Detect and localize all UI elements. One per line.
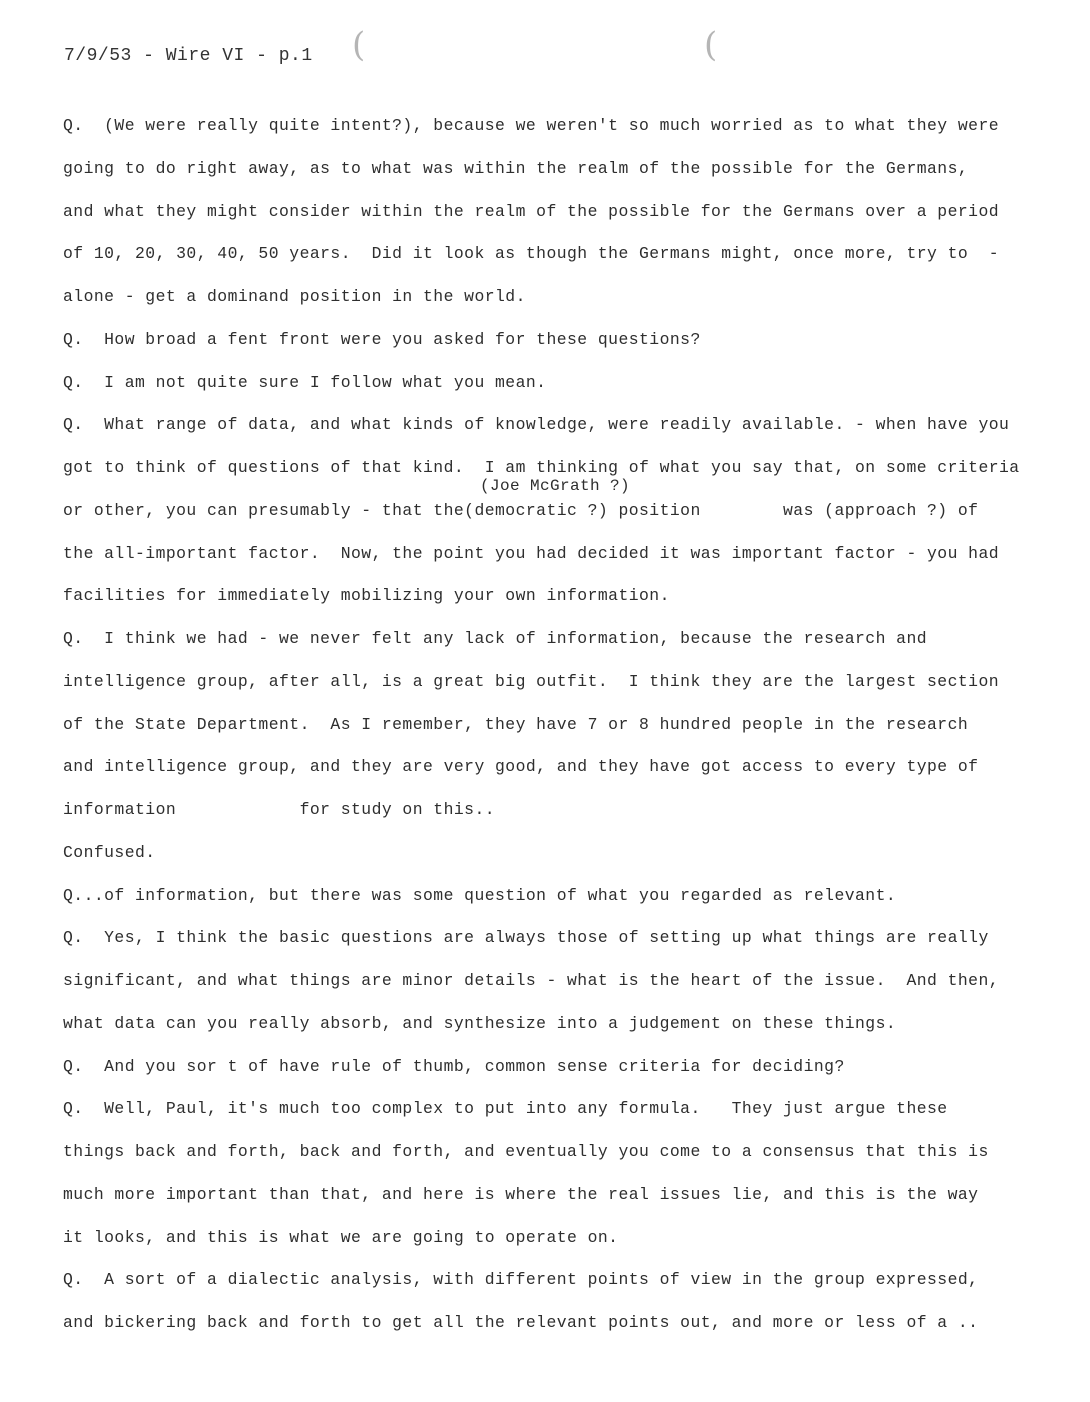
margin-mark: ( bbox=[704, 25, 718, 65]
text-line: much more important than that, and here is where the real issues lie, and this is the way bbox=[63, 1184, 979, 1204]
text-line: Q. A sort of a dialectic analysis, with different points of view in the group expressed, bbox=[63, 1270, 979, 1290]
text-line: Q. Yes, I think the basic questions are always those of setting up what things are really bbox=[63, 928, 989, 948]
interlinear-note: (Joe McGrath ?) bbox=[480, 477, 631, 495]
text-line: of 10, 20, 30, 40, 50 years. Did it look as though the Germans might, once more, try to - bbox=[63, 244, 1000, 264]
text-line: significant, and what things are minor details - what is the heart of the issue. And then, bbox=[63, 971, 1000, 990]
page-header: 7/9/53 - Wire VI - p.1 bbox=[64, 46, 313, 66]
text-line: things back and forth, back and forth, and eventually you come to a consensus that this is bbox=[63, 1142, 989, 1161]
text-line: Q. What range of data, and what kinds of knowledge, were readily available. - when have you bbox=[63, 415, 1010, 435]
text-line: Q. Well, Paul, it's much too complex to put into any formula. They just argue these bbox=[63, 1099, 948, 1119]
text-line: Q...of information, but there was some question of what you regarded as relevant. bbox=[63, 885, 897, 905]
text-line: facilities for immediately mobilizing your own information. bbox=[63, 586, 670, 606]
text-line: Confused. bbox=[63, 842, 156, 862]
text-line: the all-important factor. Now, the point you had decided it was important factor - you had bbox=[63, 543, 1000, 563]
transcript-body bbox=[63, 111, 1073, 1351]
margin-mark: ( bbox=[352, 25, 366, 65]
text-line: and intelligence group, and they are very good, and they have got access to every type of bbox=[63, 757, 979, 777]
text-line: what data can you really absorb, and synthesize into a judgement on these things. bbox=[63, 1013, 897, 1033]
text-line: alone - get a dominand position in the world. bbox=[63, 287, 526, 306]
text-line: Q. I think we had - we never felt any lack of information, because the research and bbox=[63, 629, 928, 648]
text-line: and bickering back and forth to get all the relevant points out, and more or less of a .. bbox=[63, 1313, 979, 1332]
text-line: Q. And you sor t of have rule of thumb, common sense criteria for deciding? bbox=[63, 1056, 845, 1076]
text-line: of the State Department. As I remember, they have 7 or 8 hundred people in the research bbox=[63, 714, 969, 734]
text-line: and what they might consider within the realm of the possible for the Germans over a period bbox=[63, 201, 1000, 221]
text-line: Q. I am not quite sure I follow what you mean. bbox=[63, 372, 547, 392]
text-line: Q. (We were really quite intent?), because we weren't so much worried as to what they were bbox=[63, 116, 1000, 135]
text-line: intelligence group, after all, is a great big outfit. I think they are the largest section bbox=[63, 671, 1000, 691]
text-line: or other, you can presumably - that the(democratic ?) position was (approach ?) of bbox=[63, 500, 979, 520]
text-line: going to do right away, as to what was within the realm of the possible for the Germans, bbox=[63, 158, 969, 178]
text-line: got to think of questions of that kind. I am thinking of what you say that, on some criteria bbox=[63, 458, 1020, 477]
text-line: information for study on this.. bbox=[63, 800, 496, 819]
text-line: it looks, and this is what we are going to operate on. bbox=[63, 1227, 619, 1247]
text-line: Q. How broad a fent front were you asked for these questions? bbox=[63, 329, 701, 349]
